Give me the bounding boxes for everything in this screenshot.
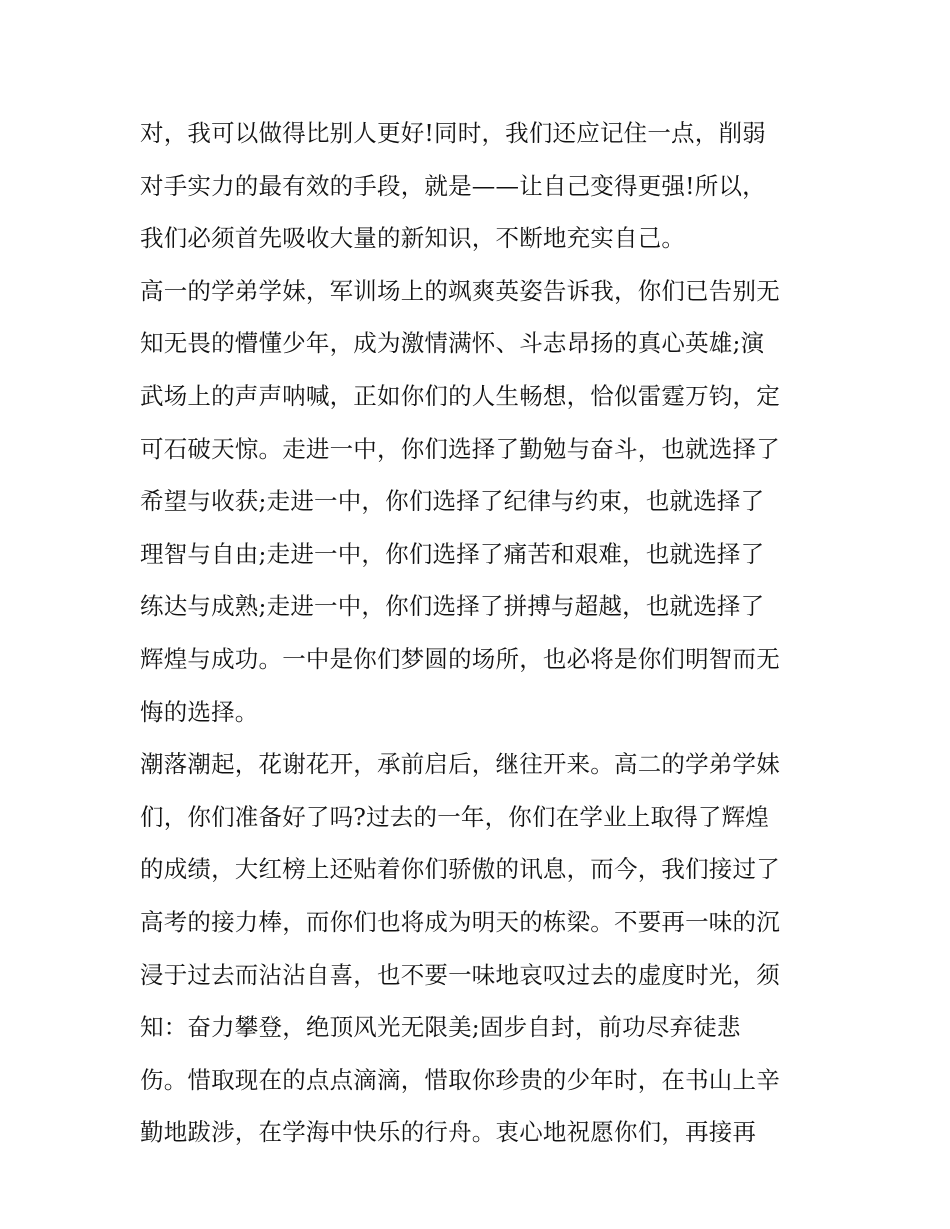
text-line: 我们必须首先吸收大量的新知识，不断地充实自己。: [140, 224, 686, 253]
text-line: 潮落潮起，花谢花开，承前启后，继往开来。高二的学弟学妹: [140, 750, 780, 779]
text-line: 对手实力的最有效的手段，就是——让自己变得更强!所以，: [140, 171, 766, 200]
text-line: 理智与自由;走进一中，你们选择了痛苦和艰难，也就选择了: [140, 539, 765, 568]
text-line: 练达与成熟;走进一中，你们选择了拼搏与超越，也就选择了: [140, 592, 765, 621]
text-line: 高一的学弟学妹，军训场上的飒爽英姿告诉我，你们已告别无: [140, 276, 780, 305]
document-body: [140, 107, 830, 1159]
text-line: 的成绩，大红榜上还贴着你们骄傲的讯息，而今，我们接过了: [140, 855, 780, 884]
text-line: 知无畏的懵懂少年，成为激情满怀、斗志昂扬的真心英雄;演: [140, 329, 765, 358]
text-line: 辉煌与成功。一中是你们梦圆的场所，也必将是你们明智而无: [140, 644, 780, 673]
text-line: 知：奋力攀登，绝顶风光无限美;固步自封，前功尽弃徒悲: [140, 1013, 741, 1042]
text-line: 武场上的声声呐喊，正如你们的人生畅想，恰似雷霆万钧，定: [140, 381, 780, 410]
text-line: 勤地跋涉，在学海中快乐的行舟。衷心地祝愿你们，再接再: [140, 1118, 757, 1147]
text-line: 对，我可以做得比别人更好!同时，我们还应记住一点，削弱: [140, 119, 766, 147]
text-line: 可石破天惊。走进一中，你们选择了勤勉与奋斗，也就选择了: [140, 434, 780, 463]
text-line: 浸于过去而沾沾自喜，也不要一味地哀叹过去的虚度时光，须: [140, 960, 780, 989]
text-line: 伤。惜取现在的点点滴滴，惜取你珍贵的少年时，在书山上辛: [140, 1065, 780, 1094]
text-line: 们，你们准备好了吗?过去的一年，你们在学业上取得了辉煌: [140, 802, 769, 831]
text-line: 高考的接力棒，而你们也将成为明天的栋梁。不要再一味的沉: [140, 907, 780, 936]
text-line: 悔的选择。: [140, 697, 259, 726]
text-line: 希望与收获;走进一中，你们选择了纪律与约束，也就选择了: [140, 487, 765, 516]
